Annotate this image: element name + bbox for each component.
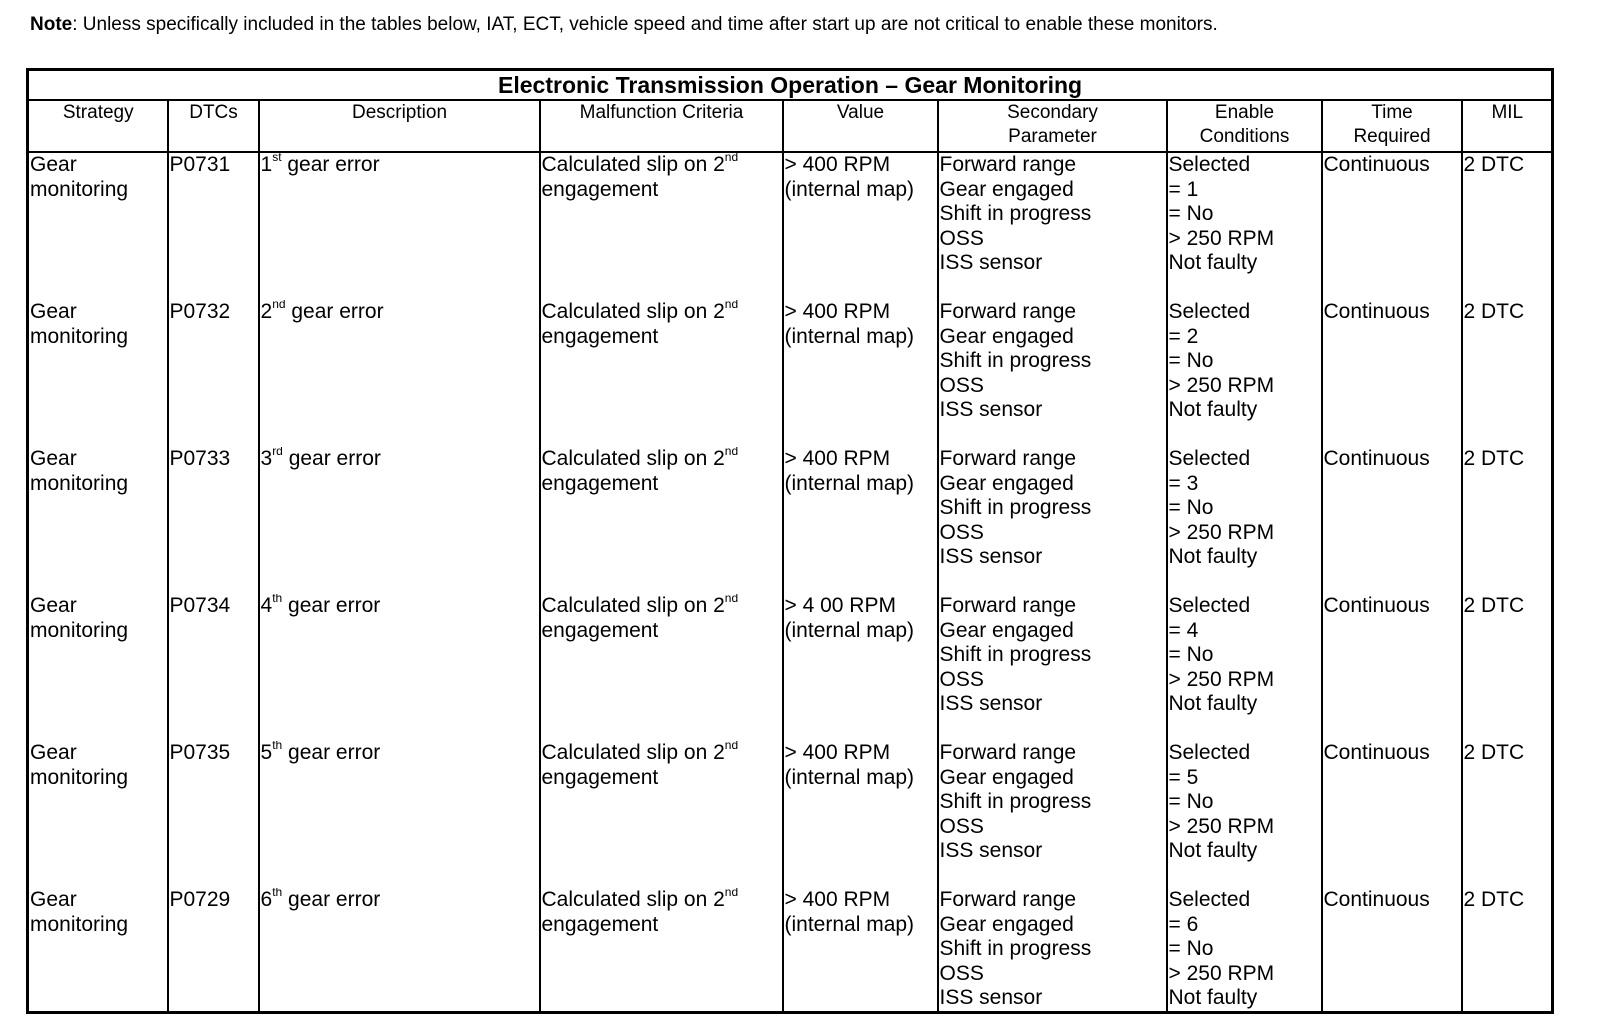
enable-condition-item: = 5: [1168, 765, 1199, 789]
description-text: gear error: [285, 300, 384, 323]
header-value: [783, 100, 938, 152]
dtc-cell: [168, 594, 259, 741]
gear-ordinal-suffix: th: [272, 741, 283, 752]
enable-condition-item: = No: [1168, 349, 1214, 373]
secondary-parameter-item: Forward range: [939, 300, 1077, 323]
secondary-parameter-item: ISS sensor: [939, 398, 1043, 422]
gear-ordinal-suffix: th: [272, 594, 283, 605]
secondary-parameter-item: Gear engaged: [939, 618, 1074, 642]
secondary-parameter-cell: [938, 447, 1167, 594]
secondary-parameter-cell: [938, 594, 1167, 741]
header-time-line1: Time: [1371, 102, 1413, 123]
description-text: gear error: [282, 888, 381, 911]
header-description-label: Description: [351, 102, 448, 123]
secondary-parameter-cell: [938, 888, 1167, 1012]
enable-conditions-cell: [1167, 300, 1322, 447]
description-cell: [259, 300, 540, 447]
enable-condition-item: Not faulty: [1168, 251, 1258, 275]
strategy-line1: Gear: [30, 888, 77, 911]
strategy-line2: monitoring: [30, 765, 129, 789]
value-cell: [783, 447, 938, 594]
time-required-cell: [1322, 447, 1462, 594]
strategy-line2: monitoring: [30, 912, 129, 936]
table-row: [28, 447, 1553, 594]
header-time-line2: Required: [1353, 126, 1431, 147]
enable-condition-item: = No: [1168, 496, 1214, 520]
enable-condition-item: = 2: [1168, 324, 1199, 348]
time-required-value: Continuous: [1323, 888, 1430, 911]
criteria-ordinal-suffix: nd: [724, 888, 739, 899]
strategy-line1: Gear: [30, 447, 77, 470]
secondary-parameter-item: Gear engaged: [939, 471, 1074, 495]
header-mil: [1462, 100, 1553, 152]
enable-condition-item: Selected: [1168, 300, 1251, 323]
mil-value: 2 DTC: [1463, 447, 1525, 470]
time-required-value: Continuous: [1323, 447, 1430, 470]
dtc-cell: [168, 741, 259, 888]
table-row: [28, 594, 1553, 741]
secondary-parameter-item: Gear engaged: [939, 912, 1074, 936]
mil-cell: [1462, 741, 1553, 888]
mil-cell: [1462, 594, 1553, 741]
criteria-ordinal-suffix: nd: [724, 152, 739, 164]
secondary-parameter-item: ISS sensor: [939, 839, 1043, 863]
description-text: gear error: [282, 447, 381, 470]
table-row: [28, 152, 1553, 300]
table-row: [28, 741, 1553, 888]
criteria-line1: Calculated slip on 2: [541, 594, 725, 617]
secondary-parameter-item: OSS: [939, 667, 984, 691]
value-cell: [783, 300, 938, 447]
header-enable-conditions: [1167, 100, 1322, 152]
criteria-ordinal-suffix: nd: [724, 447, 739, 458]
mil-cell: [1462, 447, 1553, 594]
enable-conditions-cell: [1167, 741, 1322, 888]
header-dtcs-label: DTCs: [189, 102, 238, 123]
strategy-line2: monitoring: [30, 177, 129, 201]
mil-value: 2 DTC: [1463, 300, 1525, 323]
enable-conditions-cell: [1167, 447, 1322, 594]
secondary-parameter-item: Gear engaged: [939, 324, 1074, 348]
header-secondary-line2: Parameter: [1008, 126, 1097, 147]
dtc-code: P0729: [169, 888, 231, 911]
dtc-code: P0735: [169, 741, 231, 764]
criteria-line2: engagement: [541, 912, 659, 936]
strategy-cell: [28, 447, 168, 594]
secondary-parameter-item: Shift in progress: [939, 496, 1092, 520]
criteria-line1: Calculated slip on 2: [541, 888, 725, 911]
value-cell: [783, 152, 938, 300]
header-strategy: [28, 100, 168, 152]
value-line2: (internal map): [784, 177, 915, 201]
enable-condition-item: Selected: [1168, 153, 1251, 176]
value-line1: > 400 RPM: [784, 888, 891, 911]
header-enable-line2: Conditions: [1199, 126, 1290, 147]
strategy-cell: [28, 594, 168, 741]
criteria-ordinal-suffix: nd: [724, 594, 739, 605]
time-required-cell: [1322, 741, 1462, 888]
dtc-code: P0734: [169, 594, 231, 617]
table-row: [28, 300, 1553, 447]
header-secondary-parameter: [938, 100, 1167, 152]
strategy-cell: [28, 300, 168, 447]
enable-condition-item: Not faulty: [1168, 692, 1258, 716]
time-required-value: Continuous: [1323, 741, 1430, 764]
enable-condition-item: Selected: [1168, 594, 1251, 617]
enable-condition-item: = No: [1168, 643, 1214, 667]
strategy-cell: [28, 888, 168, 1012]
mil-cell: [1462, 300, 1553, 447]
strategy-line1: Gear: [30, 594, 77, 617]
value-line2: (internal map): [784, 618, 915, 642]
enable-conditions-cell: [1167, 152, 1322, 300]
secondary-parameter-item: OSS: [939, 961, 984, 985]
secondary-parameter-item: Forward range: [939, 594, 1077, 617]
header-strategy-label: Strategy: [62, 102, 134, 123]
note-label: Note: [30, 14, 73, 35]
header-enable-line1: Enable: [1214, 102, 1275, 123]
time-required-cell: [1322, 594, 1462, 741]
malfunction-cell: [540, 447, 783, 594]
enable-condition-item: = No: [1168, 790, 1214, 814]
criteria-line2: engagement: [541, 765, 659, 789]
secondary-parameter-item: Forward range: [939, 741, 1077, 764]
gear-number: 5: [260, 741, 273, 764]
mil-value: 2 DTC: [1463, 153, 1525, 176]
gear-number: 4: [260, 594, 273, 617]
criteria-line1: Calculated slip on 2: [541, 153, 725, 176]
dtc-code: P0731: [169, 153, 231, 176]
mil-cell: [1462, 152, 1553, 300]
enable-condition-item: > 250 RPM: [1168, 373, 1275, 397]
criteria-line2: engagement: [541, 618, 659, 642]
strategy-line1: Gear: [30, 153, 77, 176]
header-description: [259, 100, 540, 152]
note: [30, 14, 1218, 36]
enable-condition-item: = No: [1168, 937, 1214, 961]
secondary-parameter-item: ISS sensor: [939, 986, 1043, 1010]
secondary-parameter-item: Shift in progress: [939, 349, 1092, 373]
value-line1: > 400 RPM: [784, 300, 891, 323]
malfunction-cell: [540, 741, 783, 888]
description-cell: [259, 152, 540, 300]
description-cell: [259, 594, 540, 741]
enable-condition-item: = 4: [1168, 618, 1199, 642]
criteria-ordinal-suffix: nd: [724, 741, 739, 752]
enable-condition-item: > 250 RPM: [1168, 814, 1275, 838]
strategy-line2: monitoring: [30, 618, 129, 642]
header-dtcs: [168, 100, 259, 152]
secondary-parameter-cell: [938, 741, 1167, 888]
value-cell: [783, 741, 938, 888]
criteria-line2: engagement: [541, 471, 659, 495]
secondary-parameter-item: Gear engaged: [939, 765, 1074, 789]
enable-condition-item: Not faulty: [1168, 986, 1258, 1010]
criteria-line2: engagement: [541, 177, 659, 201]
secondary-parameter-cell: [938, 300, 1167, 447]
secondary-parameter-item: Shift in progress: [939, 643, 1092, 667]
secondary-parameter-cell: [938, 152, 1167, 300]
value-line2: (internal map): [784, 765, 915, 789]
time-required-value: Continuous: [1323, 594, 1430, 617]
mil-value: 2 DTC: [1463, 741, 1525, 764]
criteria-line1: Calculated slip on 2: [541, 300, 725, 323]
strategy-cell: [28, 152, 168, 300]
enable-conditions-cell: [1167, 888, 1322, 1012]
gear-ordinal-suffix: th: [272, 888, 283, 899]
strategy-line1: Gear: [30, 300, 77, 323]
secondary-parameter-item: Gear engaged: [939, 177, 1074, 201]
secondary-parameter-item: Forward range: [939, 888, 1077, 911]
gear-ordinal-suffix: rd: [272, 447, 283, 458]
secondary-parameter-item: Shift in progress: [939, 202, 1092, 226]
dtc-cell: [168, 152, 259, 300]
time-required-cell: [1322, 888, 1462, 1012]
mil-cell: [1462, 888, 1553, 1012]
secondary-parameter-item: Shift in progress: [939, 937, 1092, 961]
value-line1: > 400 RPM: [784, 741, 891, 764]
header-malfunction-criteria: [540, 100, 783, 152]
header-value-label: Value: [836, 102, 885, 123]
description-cell: [259, 447, 540, 594]
time-required-cell: [1322, 300, 1462, 447]
secondary-parameter-item: OSS: [939, 520, 984, 544]
time-required-value: Continuous: [1323, 153, 1430, 176]
header-mil-label: MIL: [1491, 102, 1524, 123]
enable-conditions-cell: [1167, 594, 1322, 741]
secondary-parameter-item: ISS sensor: [939, 692, 1043, 716]
header-secondary-line1: Secondary: [1007, 102, 1098, 123]
dtc-cell: [168, 888, 259, 1012]
dtc-cell: [168, 300, 259, 447]
secondary-parameter-item: ISS sensor: [939, 545, 1043, 569]
table-row: [28, 888, 1553, 1012]
note-text: : Unless specifically included in the tables below, IAT, ECT, vehicle speed and time after start up are not critical to enable these monitors.: [72, 14, 1218, 35]
gear-number: 3: [260, 447, 273, 470]
malfunction-cell: [540, 888, 783, 1012]
secondary-parameter-item: Forward range: [939, 153, 1077, 176]
malfunction-cell: [540, 594, 783, 741]
dtc-code: P0733: [169, 447, 231, 470]
enable-condition-item: Not faulty: [1168, 545, 1258, 569]
dtc-code: P0732: [169, 300, 231, 323]
gear-ordinal-suffix: st: [272, 152, 282, 164]
secondary-parameter-item: ISS sensor: [939, 251, 1043, 275]
enable-condition-item: Selected: [1168, 447, 1251, 470]
value-line1: > 400 RPM: [784, 153, 891, 176]
secondary-parameter-item: Forward range: [939, 447, 1077, 470]
secondary-parameter-item: OSS: [939, 373, 984, 397]
strategy-line2: monitoring: [30, 324, 129, 348]
description-text: gear error: [282, 741, 381, 764]
description-cell: [259, 888, 540, 1012]
criteria-line1: Calculated slip on 2: [541, 447, 725, 470]
header-time-required: [1322, 100, 1462, 152]
enable-condition-item: Not faulty: [1168, 839, 1258, 863]
criteria-line1: Calculated slip on 2: [541, 741, 725, 764]
description-cell: [259, 741, 540, 888]
enable-condition-item: = 1: [1168, 177, 1199, 201]
description-text: gear error: [281, 153, 380, 176]
enable-condition-item: Selected: [1168, 888, 1251, 911]
time-required-value: Continuous: [1323, 300, 1430, 323]
value-line2: (internal map): [784, 912, 915, 936]
value-line1: > 400 RPM: [784, 447, 891, 470]
enable-condition-item: Not faulty: [1168, 398, 1258, 422]
criteria-line2: engagement: [541, 324, 659, 348]
value-line2: (internal map): [784, 471, 915, 495]
enable-condition-item: > 250 RPM: [1168, 226, 1275, 250]
strategy-cell: [28, 741, 168, 888]
value-line2: (internal map): [784, 324, 915, 348]
gear-ordinal-suffix: nd: [272, 300, 286, 311]
gear-number: 1: [260, 153, 273, 176]
strategy-line2: monitoring: [30, 471, 129, 495]
table-title: Electronic Transmission Operation – Gear Monitoring: [28, 70, 1553, 101]
malfunction-cell: [540, 300, 783, 447]
time-required-cell: [1322, 152, 1462, 300]
header-malfunction-label: Malfunction Criteria: [579, 102, 744, 123]
enable-condition-item: > 250 RPM: [1168, 961, 1275, 985]
strategy-line1: Gear: [30, 741, 77, 764]
value-line1: > 4 00 RPM: [784, 594, 896, 617]
enable-condition-item: = No: [1168, 202, 1214, 226]
enable-condition-item: = 3: [1168, 471, 1199, 495]
enable-condition-item: > 250 RPM: [1168, 520, 1275, 544]
secondary-parameter-item: OSS: [939, 226, 984, 250]
enable-condition-item: = 6: [1168, 912, 1199, 936]
dtc-cell: [168, 447, 259, 594]
malfunction-cell: [540, 152, 783, 300]
secondary-parameter-item: OSS: [939, 814, 984, 838]
enable-condition-item: > 250 RPM: [1168, 667, 1275, 691]
secondary-parameter-item: Shift in progress: [939, 790, 1092, 814]
header-row: [28, 100, 1553, 152]
gear-number: 2: [260, 300, 273, 323]
value-cell: [783, 594, 938, 741]
criteria-ordinal-suffix: nd: [724, 300, 739, 311]
enable-condition-item: Selected: [1168, 741, 1251, 764]
gear-monitoring-table: [26, 68, 1554, 1014]
mil-value: 2 DTC: [1463, 888, 1525, 911]
gear-number: 6: [260, 888, 273, 911]
description-text: gear error: [282, 594, 381, 617]
mil-value: 2 DTC: [1463, 594, 1525, 617]
value-cell: [783, 888, 938, 1012]
